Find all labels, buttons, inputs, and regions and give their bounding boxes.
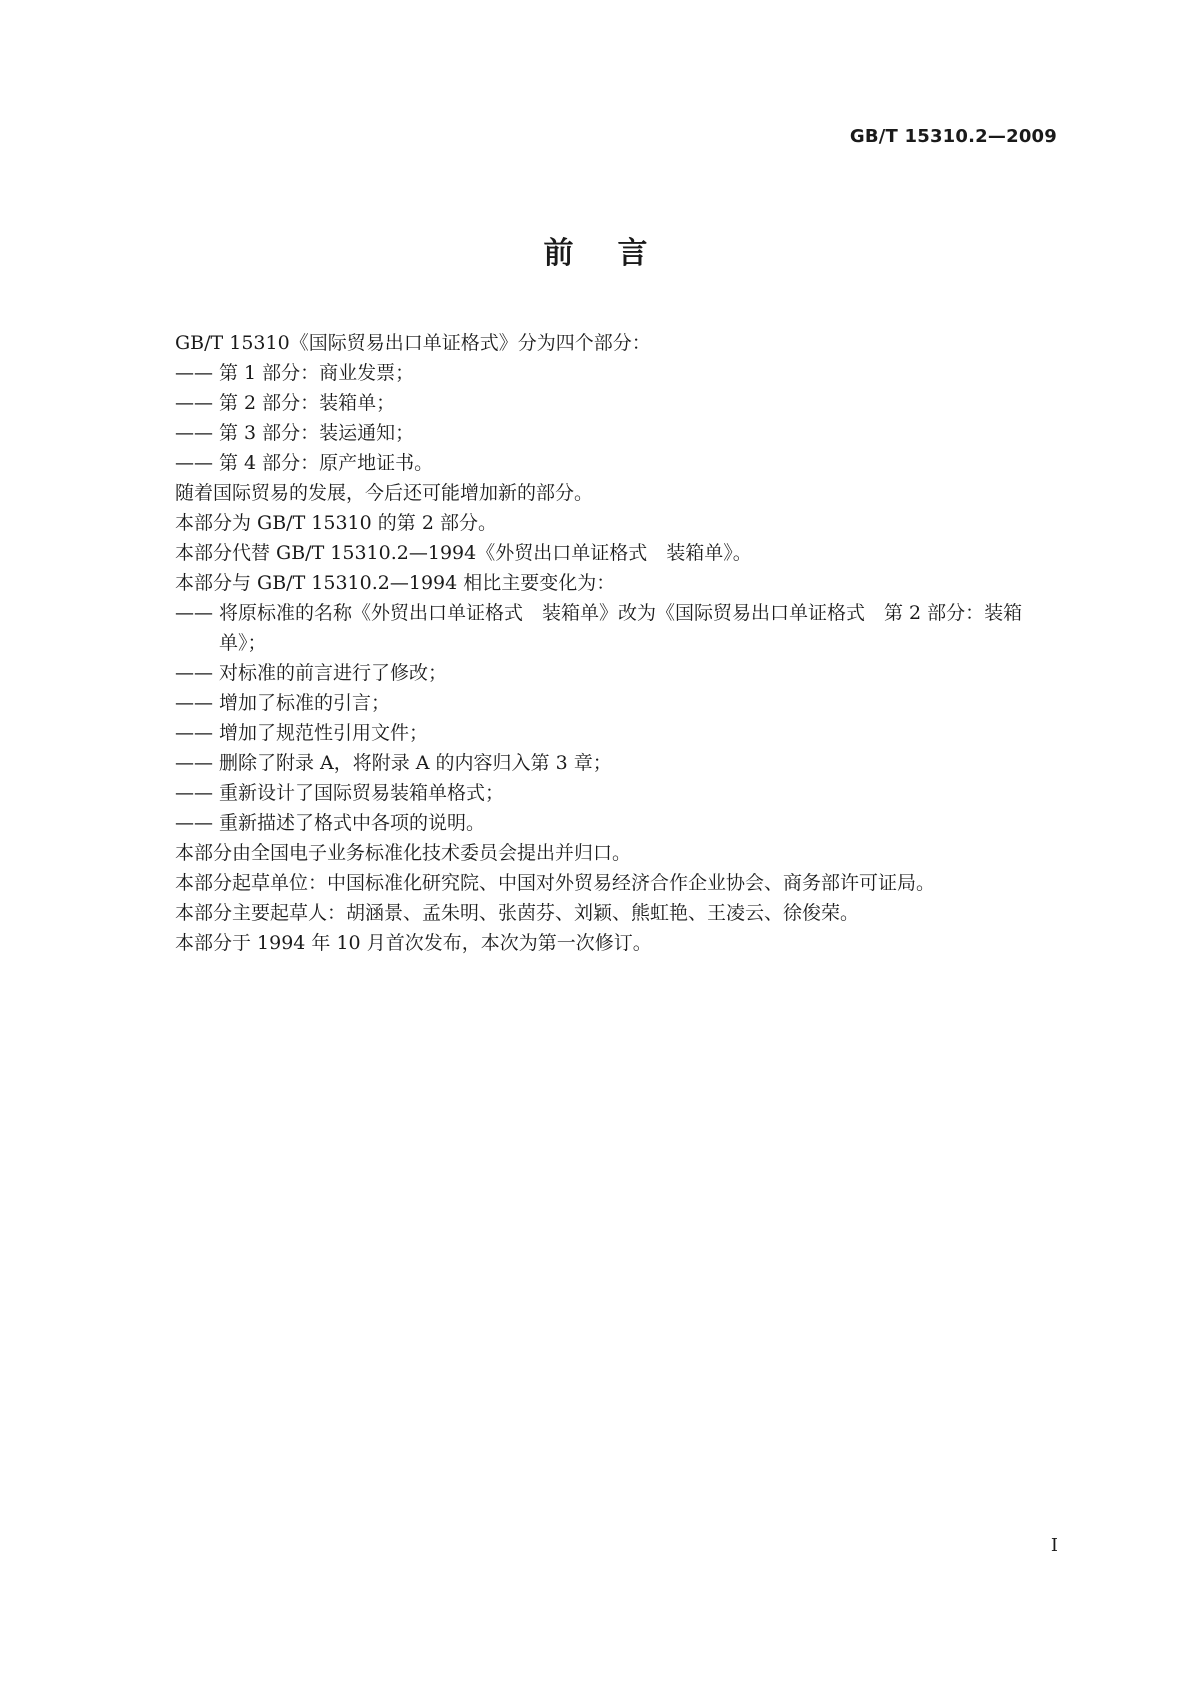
paragraph: 本部分为 GB/T 15310 的第 2 部分。 xyxy=(175,512,497,534)
list-item-text: 重新描述了格式中各项的说明。 xyxy=(219,812,486,834)
list-item xyxy=(175,418,1065,448)
paragraph: 本部分与 GB/T 15310.2—1994 相比主要变化为： xyxy=(175,572,616,594)
list-item xyxy=(175,748,1065,778)
list-item-text: 删除了附录 A，将附录 A 的内容归入第 3 章； xyxy=(219,752,612,774)
dash-mark: —— xyxy=(175,722,213,744)
list-item xyxy=(175,808,1065,838)
paragraph: 本部分于 1994 年 10 月首次发布，本次为第一次修订。 xyxy=(175,932,652,954)
list-item-text: 第 3 部分：装运通知； xyxy=(219,422,415,444)
list-item-text: 增加了规范性引用文件； xyxy=(219,722,429,744)
page-number: I xyxy=(1050,1535,1058,1556)
paragraph: 本部分代替 GB/T 15310.2—1994《外贸出口单证格式 装箱单》。 xyxy=(175,542,752,564)
list-item xyxy=(175,358,1065,388)
list-item xyxy=(175,718,1065,748)
foreword-body xyxy=(175,328,1065,958)
list-item xyxy=(175,778,1065,808)
paragraph: 随着国际贸易的发展，今后还可能增加新的部分。 xyxy=(175,482,594,504)
list-item-text: 将原标准的名称《外贸出口单证格式 装箱单》改为《国际贸易出口单证格式 第 2 部分：装箱单》； xyxy=(219,602,1023,654)
dash-mark: —— xyxy=(175,422,213,444)
paragraph: 本部分主要起草人：胡涵景、孟朱明、张茵芬、刘颖、熊虹艳、王凌云、徐俊荣。 xyxy=(175,902,860,924)
list-item-text: 第 1 部分：商业发票； xyxy=(219,362,415,384)
paragraph: 本部分起草单位：中国标准化研究院、中国对外贸易经济合作企业协会、商务部许可证局。 xyxy=(175,872,936,894)
list-item xyxy=(175,388,1065,418)
standard-code-header: GB/T 15310.2—2009 xyxy=(849,126,1057,147)
dash-mark: —— xyxy=(175,812,213,834)
dash-mark: —— xyxy=(175,392,213,414)
list-item-text: 重新设计了国际贸易装箱单格式； xyxy=(219,782,505,804)
list-item-text: 第 2 部分：装箱单； xyxy=(219,392,396,414)
list-item xyxy=(175,658,1065,688)
dash-mark: —— xyxy=(175,782,213,804)
dash-mark: —— xyxy=(175,752,213,774)
dash-mark: —— xyxy=(175,452,213,474)
paragraph: 本部分由全国电子业务标准化技术委员会提出并归口。 xyxy=(175,842,632,864)
list-item xyxy=(175,598,1065,658)
list-item-text: 增加了标准的引言； xyxy=(219,692,391,714)
list-item xyxy=(175,688,1065,718)
dash-mark: —— xyxy=(175,692,213,714)
page-title: 前言 xyxy=(543,236,692,271)
paragraph: GB/T 15310《国际贸易出口单证格式》分为四个部分： xyxy=(175,332,651,354)
dash-mark: —— xyxy=(175,362,213,384)
list-item xyxy=(175,448,1065,478)
list-item-text: 第 4 部分：原产地证书。 xyxy=(219,452,434,474)
dash-mark: —— xyxy=(175,662,213,684)
dash-mark: —— xyxy=(175,602,213,624)
list-item-text: 对标准的前言进行了修改； xyxy=(219,662,448,684)
